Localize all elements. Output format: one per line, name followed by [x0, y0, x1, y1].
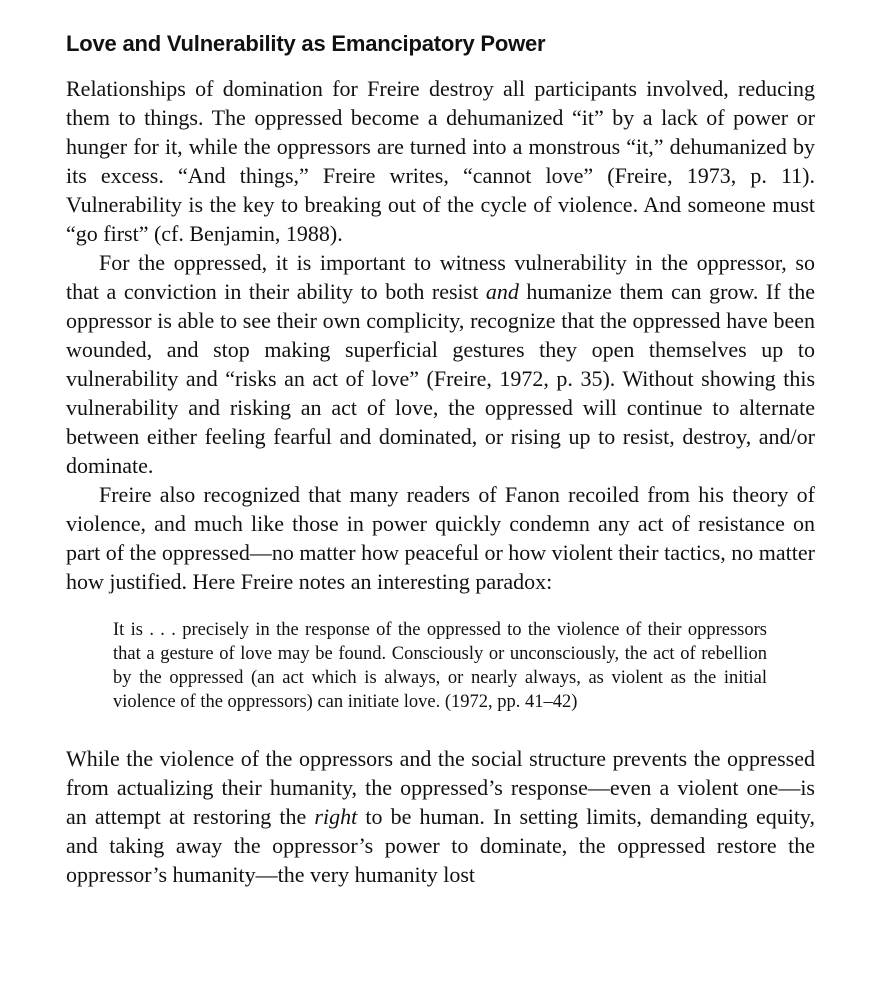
paragraph-2-text-after: humanize them can grow. If the oppressor is able to see their own complicity, recognize that the oppressed have been wounded, and stop making superficial gestures they open themselves up to vulnerability and “risks an act of love” (Freire, 1972, p. 35). Without showing this vulnerability and risking an act of love, the oppressed will continue to alternate between either feeling fearful and dominated, or rising up to resist, destroy, and/or dominate. [66, 279, 815, 478]
paragraph-1: Relationships of domination for Freire destroy all participants involved, reducing them to things. The oppressed become a dehumanized “it” by a lack of power or hunger for it, while the oppressors are turned into a monstrous “it,” dehumanized by its excess. “And things,” Freire writes, “cannot love” (Freire, 1973, p. 11). Vulnerability is the key to breaking out of the cycle of violence. And someone must “go first” (cf. Benjamin, 1988). [66, 76, 815, 246]
paragraph-2 [66, 248, 815, 480]
closing-paragraph [66, 744, 815, 889]
block-quote: It is . . . precisely in the response of the oppressed to the violence of their oppressors that a gesture of love may be found. Consciously or unconsciously, the act of rebellion by the oppressed (an act which is always, or nearly always, as violent as the initial violence of the oppressors) can initiate love. (1972, pp. 41–42) [113, 620, 767, 712]
paragraph-3: Freire also recognized that many readers of Fanon recoiled from his theory of violence, and much like those in power quickly condemn any act of resistance on part of the oppressed—no matter how peaceful or how violent their tactics, no matter how justified. Here Freire notes an interesting paradox: [66, 482, 815, 594]
closing-paragraph-text-after: to be human. In setting limits, demanding equity, and taking away the oppressor’s power to dominate, the oppressed restore the oppressor’s humanity—the very humanity lost [66, 804, 815, 887]
closing-paragraph-emphasis: right [314, 804, 358, 829]
section-heading: Love and Vulnerability as Emancipatory Power [66, 31, 546, 56]
closing-paragraph-text-before: While the violence of the oppressors and the social structure prevents the oppressed from actualizing their humanity, the oppressed’s response—even a violent one—is an attempt at restoring the [66, 746, 815, 829]
document-page [66, 30, 815, 889]
paragraph-2-emphasis: and [485, 279, 519, 304]
paragraph-2-text-before: For the oppressed, it is important to witness vulnerability in the oppressor, so that a conviction in their ability to both resist [66, 250, 815, 304]
